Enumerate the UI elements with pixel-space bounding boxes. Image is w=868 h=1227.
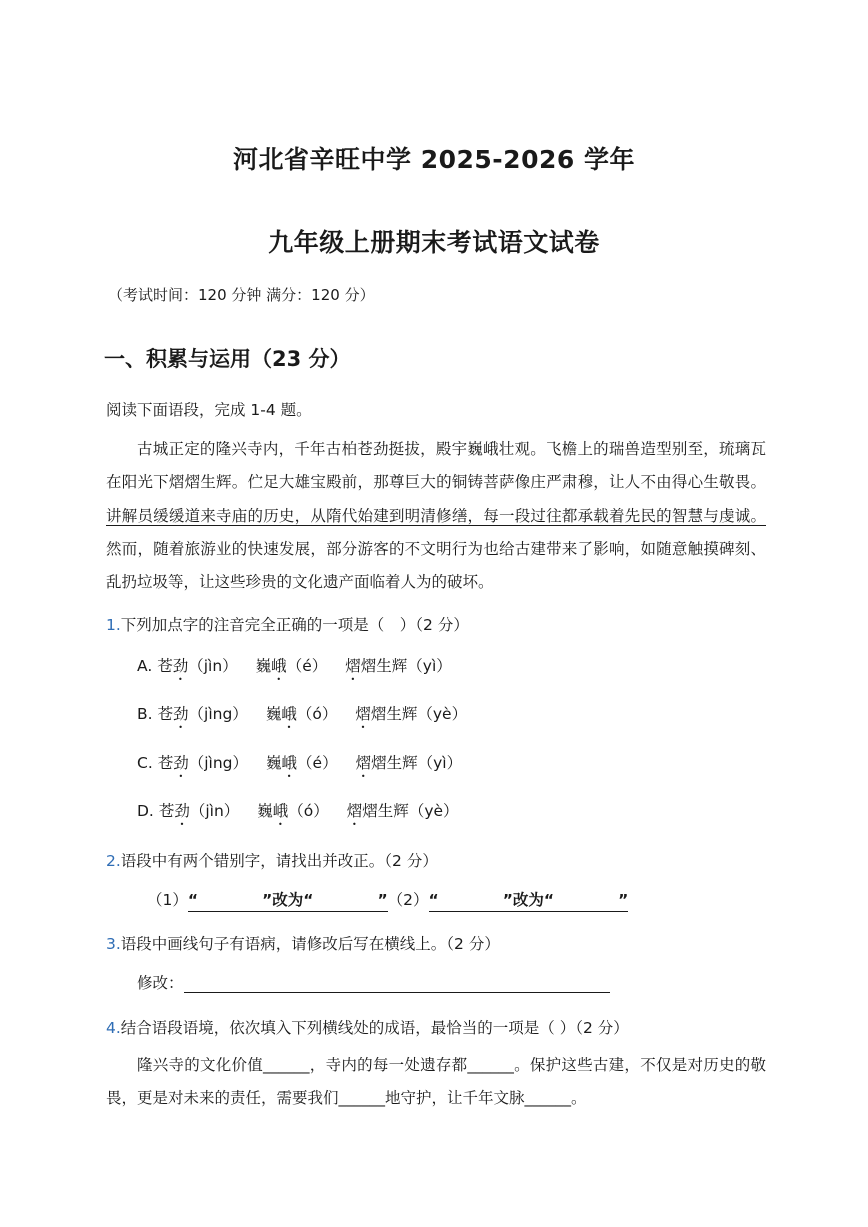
- modify-label: 修改：: [137, 974, 184, 992]
- option-pinyin-1: （jìng）: [188, 754, 248, 772]
- fill-item-2-label: （2）: [387, 891, 429, 909]
- correction-fill-row: [147, 888, 628, 912]
- option-word-1: 苍劲: [157, 657, 189, 675]
- option-pinyin-2: （é）: [297, 754, 338, 772]
- option-pinyin-1: （jìn）: [188, 657, 238, 675]
- modify-row: [137, 971, 610, 993]
- option-b[interactable]: [137, 702, 467, 732]
- option-word-1: 苍劲: [158, 802, 190, 820]
- question-number: 2.: [106, 852, 121, 870]
- exam-info: （考试时间：120 分钟 满分：120 分）: [108, 286, 375, 304]
- option-label: A.: [137, 657, 158, 675]
- option-pinyin-3: （yè）: [417, 705, 468, 723]
- exam-title-school: 河北省辛旺中学 2025-2026 学年: [233, 145, 635, 174]
- underlined-sentence: 讲解员缓缓道来寺庙的历史，从隋代始建到明清修缮，每一段过往都承载着先民的智慧与虔诚。: [106, 506, 766, 525]
- question-text: 下列加点字的注音完全正确的一项是（ ）（2 分）: [120, 616, 469, 634]
- option-pinyin-3: （yì）: [417, 754, 463, 772]
- section-intro: 阅读下面语段，完成 1-4 题。: [106, 401, 312, 419]
- option-word-1: 苍劲: [157, 754, 189, 772]
- passage-text-1: 古城正定的隆兴寺内，千年古柏苍劲挺拔，殿宇巍峨壮观。飞檐上的瑞兽造型别至，琉璃瓦在阳光下熠熠生辉。伫足大雄宝殿前，那尊巨大的铜铸菩萨像庄严肃穆，让人不由得心生敬畏。: [106, 440, 766, 492]
- fill-item-1[interactable]: “ ”改为“ ”: [188, 888, 388, 912]
- question-4: [106, 1016, 629, 1038]
- option-word-3: 熠熠生辉: [355, 754, 418, 772]
- question-number: 1.: [106, 616, 121, 634]
- option-word-1: 苍劲: [157, 705, 189, 723]
- exam-title-subject: 九年级上册期末考试语文试卷: [268, 228, 600, 257]
- option-word-2: 巍峨: [265, 705, 297, 723]
- option-pinyin-1: （jìng）: [188, 705, 248, 723]
- option-pinyin-3: （yè）: [408, 802, 459, 820]
- fill-item-2[interactable]: “ ”改为“ ”: [429, 888, 629, 912]
- question-text: 语段中画线句子有语病，请修改后写在横线上。（2 分）: [120, 935, 500, 953]
- option-pinyin-1: （jìn）: [189, 802, 240, 820]
- option-pinyin-3: （yì）: [407, 657, 452, 675]
- question-4-passage: 隆兴寺的文化价值______，寺内的每一处遗存都______。保护这些古建，不仅是对历史的敬畏，更是对未来的责任，需要我们______地守护，让千年文脉______。: [106, 1056, 766, 1108]
- fill-item-1-label: （1）: [147, 891, 188, 909]
- option-pinyin-2: （ó）: [296, 705, 338, 723]
- reading-passage: [106, 433, 766, 599]
- question-3: [106, 932, 500, 954]
- option-pinyin-2: （é）: [286, 657, 328, 675]
- section-heading: 一、积累与运用（23 分）: [104, 347, 351, 371]
- option-label: B.: [137, 705, 158, 723]
- option-a[interactable]: [137, 654, 452, 684]
- option-pinyin-2: （ó）: [288, 802, 329, 820]
- option-word-2: 巍峨: [257, 802, 289, 820]
- question-1: [106, 613, 469, 635]
- option-word-2: 巍峨: [255, 657, 287, 675]
- option-word-3: 熠熠生辉: [345, 657, 408, 675]
- option-label: D.: [137, 802, 159, 820]
- option-word-3: 熠熠生辉: [355, 705, 418, 723]
- question-text: 结合语段语境，依次填入下列横线处的成语，最恰当的一项是（ ）（2 分）: [120, 1019, 629, 1037]
- modify-answer-line[interactable]: [184, 976, 610, 993]
- question-2: [106, 849, 438, 871]
- option-c[interactable]: [137, 751, 462, 781]
- option-word-2: 巍峨: [266, 754, 298, 772]
- option-label: C.: [137, 754, 158, 772]
- option-word-3: 熠熠生辉: [346, 802, 409, 820]
- passage-text-2: 然而，随着旅游业的快速发展，部分游客的不文明行为也给古建带来了影响，如随意触摸碑刻、乱扔垃圾等，让这些珍贵的文化遗产面临着人为的破坏。: [106, 539, 766, 592]
- question-text: 语段中有两个错别字，请找出并改正。（2 分）: [120, 852, 438, 870]
- question-number: 4.: [106, 1019, 121, 1037]
- question-number: 3.: [106, 935, 121, 953]
- option-d[interactable]: [137, 799, 459, 829]
